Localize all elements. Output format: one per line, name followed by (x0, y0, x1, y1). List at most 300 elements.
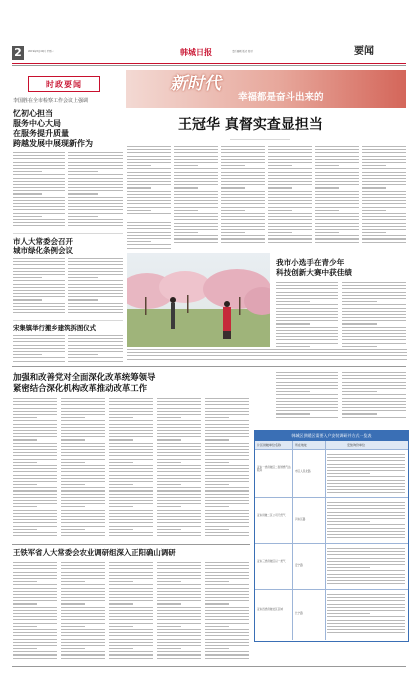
text-line (174, 229, 218, 230)
text-line (61, 436, 105, 437)
peach-orchard-photo (127, 253, 270, 347)
text-line (13, 197, 65, 198)
text-line (327, 531, 405, 532)
text-line (109, 522, 153, 523)
table-cell: 长宁路 (295, 612, 303, 615)
text-line (13, 607, 57, 608)
text-line (157, 455, 201, 456)
text-line (13, 513, 57, 514)
text-line (109, 506, 133, 507)
reform-headline-line-1: 加强和改善党对全面深化改革统筹领导 (13, 372, 156, 382)
text-line (315, 238, 359, 239)
text-line (157, 619, 201, 620)
text-line (342, 333, 406, 334)
text-line (157, 497, 201, 498)
text-line (342, 407, 406, 408)
text-line (68, 155, 123, 156)
text-line (157, 588, 201, 589)
text-line (221, 159, 265, 160)
text-line (13, 213, 65, 214)
page-bottom-rule (12, 666, 406, 667)
text-line (13, 264, 65, 265)
text-line (205, 471, 249, 472)
text-line (315, 178, 359, 179)
text-line (276, 410, 338, 411)
column-label-box (28, 76, 100, 92)
section-title: 要闻 (354, 46, 374, 57)
text-line (221, 207, 265, 208)
text-line (109, 510, 153, 511)
text-line (109, 478, 153, 479)
text-line (205, 465, 249, 466)
text-line (315, 146, 359, 147)
table-row (255, 497, 408, 544)
text-line (315, 235, 359, 236)
text-line (13, 619, 57, 620)
text-line (13, 338, 65, 339)
text-line (109, 616, 153, 617)
text-line (127, 162, 171, 163)
text-line (127, 172, 171, 173)
text-line (13, 526, 57, 527)
text-line (13, 510, 57, 511)
text-line (174, 213, 218, 214)
text-line (221, 238, 265, 239)
text-line (327, 521, 370, 522)
text-line (268, 191, 312, 192)
text-line (157, 635, 201, 636)
text-line (61, 645, 105, 646)
text-line (157, 510, 201, 511)
text-line (315, 168, 359, 169)
text-line (61, 516, 105, 517)
text-line (268, 162, 312, 163)
text-line (157, 532, 201, 533)
text-line (13, 277, 42, 278)
text-line (276, 346, 310, 347)
text-line (205, 594, 249, 595)
text-line (327, 486, 405, 487)
text-line (61, 613, 105, 614)
column-headline-line-2: 服务中心大局 (13, 118, 61, 128)
text-line (13, 430, 57, 431)
text-line (13, 616, 57, 617)
text-line (61, 623, 105, 624)
text-line (127, 241, 151, 242)
text-line (109, 639, 153, 640)
text-line (327, 607, 405, 608)
column-headline-line-1: 忆初心担当 (13, 108, 53, 118)
text-line (68, 303, 123, 304)
text-line (13, 216, 42, 217)
text-line (315, 184, 359, 185)
text-line (276, 292, 338, 293)
text-line (13, 351, 65, 352)
text-line (315, 200, 359, 201)
text-line (61, 648, 85, 649)
text-line (221, 178, 265, 179)
text-line (327, 610, 405, 611)
text-line (342, 298, 406, 299)
text-line (68, 165, 123, 166)
text-line (61, 591, 105, 592)
text-line (174, 194, 218, 195)
text-line (127, 207, 171, 208)
text-line (327, 561, 405, 562)
text-line (157, 584, 201, 585)
text-line (61, 651, 105, 652)
text-line (109, 516, 153, 517)
text-line (362, 235, 406, 236)
text-line (109, 575, 153, 576)
body-text-block (68, 258, 123, 318)
body-text-block (221, 146, 265, 246)
text-line (221, 181, 265, 182)
text-line (205, 408, 249, 409)
text-line (68, 193, 98, 194)
text-line (174, 191, 218, 192)
text-line (157, 562, 201, 563)
page-number: 2 (12, 46, 24, 60)
text-line (342, 343, 406, 344)
text-line (362, 172, 406, 173)
text-line (61, 411, 105, 412)
text-line (276, 285, 338, 286)
text-line (157, 436, 201, 437)
text-line (157, 484, 181, 485)
text-line (13, 597, 57, 598)
notice-table-header (255, 441, 408, 449)
text-line (61, 494, 105, 495)
text-line (13, 357, 65, 358)
text-line (61, 526, 105, 527)
text-line (68, 264, 123, 265)
header-cell: 安装询价单位 (347, 443, 366, 447)
text-line (205, 433, 249, 434)
text-line (276, 388, 338, 389)
text-line (109, 455, 153, 456)
text-line (205, 513, 249, 514)
text-line (61, 459, 105, 460)
text-line (157, 626, 181, 627)
text-line (61, 635, 105, 636)
text-line (68, 213, 123, 214)
text-line (327, 616, 405, 617)
text-line (109, 572, 153, 573)
text-line (342, 413, 377, 414)
text-line (68, 306, 123, 307)
text-line (315, 156, 359, 157)
text-line (205, 632, 249, 633)
text-line (13, 471, 57, 472)
text-line (157, 658, 201, 659)
text-line (61, 484, 85, 485)
text-line (315, 162, 359, 163)
text-line (68, 271, 123, 272)
table-cell-lines (327, 548, 405, 588)
text-line (205, 446, 249, 447)
text-line (68, 219, 123, 220)
table-row (255, 449, 408, 498)
text-line (174, 165, 198, 166)
text-line (61, 572, 105, 573)
text-line (205, 535, 249, 536)
text-line (327, 600, 405, 601)
text-line (268, 219, 312, 220)
text-line (327, 528, 405, 529)
body-text-block (205, 562, 249, 662)
text-line (109, 439, 133, 440)
text-line (157, 465, 201, 466)
text-line (268, 175, 312, 176)
text-line (205, 462, 229, 463)
text-line (109, 623, 153, 624)
text-line (68, 299, 98, 300)
text-line (68, 206, 123, 207)
text-line (342, 330, 406, 331)
column-lead: 李国胜在全市检察工作会议上强调 (13, 98, 89, 104)
text-line (205, 401, 249, 402)
text-line (13, 455, 57, 456)
text-line (205, 581, 229, 582)
text-line (205, 575, 249, 576)
text-line (327, 597, 405, 598)
text-line (61, 658, 105, 659)
text-line (61, 414, 105, 415)
text-line (327, 502, 405, 503)
text-line (174, 197, 218, 198)
text-line (276, 314, 338, 315)
text-line (13, 398, 57, 399)
text-line (127, 181, 171, 182)
text-line (276, 401, 338, 402)
text-line (315, 152, 359, 153)
text-line (342, 349, 406, 350)
text-line (315, 191, 359, 192)
text-line (127, 197, 171, 198)
text-line (362, 203, 406, 204)
text-line (13, 503, 57, 504)
text-line (61, 610, 105, 611)
text-line (61, 654, 105, 655)
text-line (327, 613, 370, 614)
text-line (342, 385, 406, 386)
text-line (13, 603, 37, 604)
text-line (13, 193, 42, 194)
text-line (205, 490, 249, 491)
text-line (68, 190, 123, 191)
table-cell: 亚东四类供暖社区区域 (257, 608, 283, 611)
text-line (362, 168, 406, 169)
text-line (205, 645, 249, 646)
text-line (327, 454, 405, 455)
text-line (342, 292, 406, 293)
text-line (205, 459, 249, 460)
text-line (109, 408, 153, 409)
text-line (157, 623, 201, 624)
text-line (68, 296, 123, 297)
text-line (342, 372, 406, 373)
text-line (157, 449, 201, 450)
column-divider (13, 320, 123, 321)
text-line (61, 594, 105, 595)
text-line (109, 562, 153, 563)
body-text-block (127, 222, 171, 252)
text-line (362, 162, 406, 163)
text-line (61, 401, 105, 402)
text-line (342, 285, 406, 286)
banner-main-headline: 王冠华 真督实查显担当 (178, 117, 323, 133)
body-text-block (61, 562, 105, 662)
text-line (362, 213, 406, 214)
text-line (157, 526, 201, 527)
text-line (127, 178, 171, 179)
text-line (205, 658, 249, 659)
text-line (205, 494, 249, 495)
text-line (342, 359, 406, 360)
text-line (327, 594, 405, 595)
text-line (362, 181, 406, 182)
text-line (61, 439, 85, 440)
text-line (109, 526, 153, 527)
text-line (327, 512, 405, 513)
text-line (68, 351, 123, 352)
text-line (315, 210, 339, 211)
text-line (109, 484, 133, 485)
table-cell: 市区人民北路 (295, 470, 311, 473)
text-line (276, 330, 338, 331)
text-line (205, 607, 249, 608)
text-line (61, 513, 105, 514)
text-line (109, 481, 153, 482)
text-line (327, 515, 405, 516)
text-line (268, 235, 312, 236)
reform-headline-line-2: 紧密结合深化机构改革推动改革工作 (13, 383, 147, 393)
text-line (157, 478, 201, 479)
text-line (109, 465, 153, 466)
text-line (68, 184, 123, 185)
text-line (157, 594, 201, 595)
text-line (127, 225, 171, 226)
text-line (68, 348, 123, 349)
body-text-block (268, 146, 312, 246)
text-line (61, 481, 105, 482)
text-line (327, 467, 405, 468)
text-line (13, 626, 37, 627)
text-line (109, 581, 133, 582)
text-line (13, 439, 37, 440)
text-line (221, 194, 265, 195)
text-line (157, 452, 201, 453)
text-line (342, 311, 406, 312)
text-line (362, 165, 386, 166)
text-line (13, 203, 65, 204)
text-line (174, 184, 218, 185)
body-text-block (315, 146, 359, 246)
text-line (362, 156, 406, 157)
text-line (174, 187, 198, 188)
body-text-block (13, 398, 57, 540)
text-line (61, 642, 105, 643)
table-cell: 亚东一类供暖区二街道燃气站服务 (257, 466, 291, 473)
text-line (127, 168, 171, 169)
text-line (61, 427, 105, 428)
text-line (157, 572, 201, 573)
text-line (13, 171, 42, 172)
text-line (13, 497, 57, 498)
text-line (109, 658, 153, 659)
text-line (13, 152, 65, 153)
text-line (174, 162, 218, 163)
text-line (268, 223, 312, 224)
text-line (127, 244, 171, 245)
text-line (68, 287, 123, 288)
text-line (61, 632, 105, 633)
text-line (362, 146, 406, 147)
text-line (205, 565, 249, 566)
text-line (268, 149, 312, 150)
text-line (157, 629, 201, 630)
text-line (109, 568, 153, 569)
text-line (205, 610, 249, 611)
text-line (315, 213, 359, 214)
text-line (327, 570, 405, 571)
text-line (268, 226, 312, 227)
text-line (362, 191, 406, 192)
text-line (61, 626, 85, 627)
text-line (327, 632, 405, 633)
text-line (315, 216, 359, 217)
text-line (327, 567, 370, 568)
text-line (127, 200, 171, 201)
text-line (13, 588, 57, 589)
meeting-headline-line-1: 市人大常委会召开 (13, 237, 73, 246)
text-line (315, 187, 339, 188)
text-line (13, 610, 57, 611)
text-line (276, 359, 338, 360)
text-line (68, 338, 123, 339)
text-line (109, 607, 153, 608)
header-cell: 所在地址 (295, 443, 308, 447)
text-line (157, 529, 181, 530)
text-line (127, 165, 151, 166)
text-line (61, 452, 105, 453)
text-line (68, 181, 123, 182)
body-text-block (68, 335, 123, 365)
text-line (127, 159, 171, 160)
text-line (205, 404, 249, 405)
text-line (157, 446, 201, 447)
meeting-headline-line-2: 城市绿化条例会议 (13, 246, 73, 255)
text-line (362, 184, 406, 185)
text-line (327, 583, 405, 584)
text-line (157, 632, 201, 633)
text-line (68, 216, 98, 217)
text-line (13, 261, 65, 262)
text-line (13, 165, 65, 166)
text-line (157, 430, 201, 431)
text-line (205, 497, 249, 498)
text-line (68, 261, 123, 262)
body-text-block (157, 562, 201, 662)
text-line (221, 156, 265, 157)
song-headline: 宋集镇举行搬乡建筑拆图仪式 (13, 324, 97, 332)
text-line (13, 468, 57, 469)
text-line (276, 301, 310, 302)
text-line (61, 603, 85, 604)
text-line (174, 219, 218, 220)
text-line (157, 645, 201, 646)
